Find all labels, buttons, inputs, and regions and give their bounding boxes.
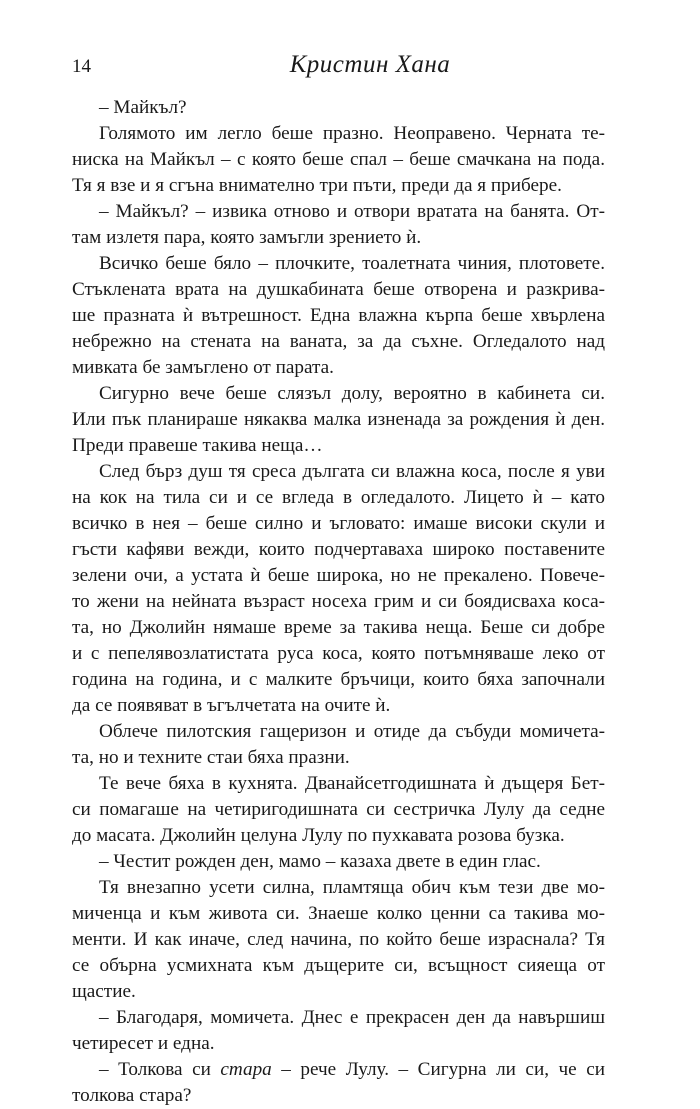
text-line: гъсти кафяви вежди, които подчертаваха широко поставените <box>72 539 605 560</box>
text-line: да се появяват в ъгълчетата на очите ѝ. <box>72 695 391 716</box>
text-line: и с пепелявозлатистата руса коса, която потъмняваше леко от <box>72 643 605 664</box>
text-segment: – Толкова си <box>99 1059 221 1080</box>
paragraph <box>72 875 605 1005</box>
paragraph <box>72 849 605 875</box>
italic-text: стара <box>220 1059 272 1080</box>
text-line: менти. И как иначе, след начина, по който беше израснала? Тя <box>72 929 605 950</box>
text-line: Преди правеше такива неща… <box>72 435 323 456</box>
paragraph <box>72 459 605 719</box>
text-line: Те вече бяха в кухнята. Дванайсетгодишната ѝ дъщеря Бет- <box>99 773 605 794</box>
paragraph <box>72 719 605 771</box>
text-line: мивката бе замъглено от парата. <box>72 357 334 378</box>
text-line: Сигурно вече беше слязъл долу, вероятно в кабинета си. <box>99 383 605 404</box>
text-line <box>72 1057 605 1083</box>
text-line: – Майкъл? – извика отново и отвори вратата на банята. От- <box>99 201 605 222</box>
text-line: там излетя пара, която замъгли зрението ѝ. <box>72 227 422 248</box>
text-line: всичко в нея – беше силно и ъгловато: имаше високи скули и <box>72 513 605 534</box>
text-line: небрежно на стената на ваната, за да съхне. Огледалото над <box>72 331 605 352</box>
page-number: 14 <box>72 56 91 77</box>
running-title: Кристин Хана <box>289 51 451 78</box>
text-line: то жени на нейната възраст носеха грим и си боядисваха коса- <box>72 591 605 612</box>
text-line: си помагаше на четиригодишната си сестричка Лулу да седне <box>72 799 605 820</box>
text-line: толкова стара? <box>72 1085 192 1106</box>
paragraph <box>72 771 605 849</box>
text-line: Тя внезапно усети силна, пламтяща обич към тези две мо- <box>99 877 605 898</box>
body-text <box>72 95 605 1109</box>
text-line: на кок на тила си и се вгледа в огледалото. Лицето ѝ – като <box>72 487 605 508</box>
paragraph <box>72 381 605 459</box>
text-line: Всичко беше бяло – плочките, тоалетната чиния, плотовете. <box>99 253 605 274</box>
text-line: миченца и към живота си. Знаеше колко ценни са такива мо- <box>72 903 605 924</box>
text-line: ниска на Майкъл – с която беше спал – беше смачкана на пода. <box>72 149 605 170</box>
text-segment: – рече Лулу. – Сигурна ли си, че си <box>271 1059 605 1080</box>
text-line: щастие. <box>72 981 136 1002</box>
text-line: до масата. Джолийн целуна Лулу по пухкавата розова бузка. <box>72 825 565 846</box>
paragraph <box>72 251 605 381</box>
text-line: година на година, и с малките бръчици, които бяха започнали <box>72 669 605 690</box>
text-line: – Благодаря, момичета. Днес е прекрасен ден да навършиш <box>99 1007 605 1028</box>
text-line: та, но Джолийн нямаше време за такива неща. Беше си добре <box>72 617 605 638</box>
text-line: Голямото им легло беше празно. Неоправено. Черната те- <box>99 123 605 144</box>
text-line: След бърз душ тя среса дългата си влажна коса, после я уви <box>99 461 605 482</box>
text-line: се обърна усмихната към дъщерите си, всъщност сияеща от <box>72 955 605 976</box>
paragraph <box>72 95 605 121</box>
text-line: четиресет и една. <box>72 1033 215 1054</box>
text-line: та, но и техните стаи бяха празни. <box>72 747 350 768</box>
text-line: Тя я взе и я сгъна внимателно три пъти, преди да я прибере. <box>72 175 562 196</box>
text-line: ше празната ѝ вътрешност. Една влажна кърпа беше хвърлена <box>72 305 605 326</box>
text-line: Или пък планираше някаква малка изненада за рождения ѝ ден. <box>72 409 605 430</box>
text-line: Стъклената врата на душкабината беше отворена и разкрива- <box>72 279 605 300</box>
text-line: – Честит рожден ден, мамо – казаха двете в един глас. <box>99 851 541 872</box>
text-line: Облече пилотския гащеризон и отиде да събуди момичета- <box>99 721 605 742</box>
paragraph <box>72 1057 605 1109</box>
paragraph <box>72 121 605 199</box>
text-line: зелени очи, а устата ѝ беше широка, но не прекалено. Повече- <box>72 565 605 586</box>
paragraph <box>72 199 605 251</box>
text-line: – Майкъл? <box>99 97 187 118</box>
